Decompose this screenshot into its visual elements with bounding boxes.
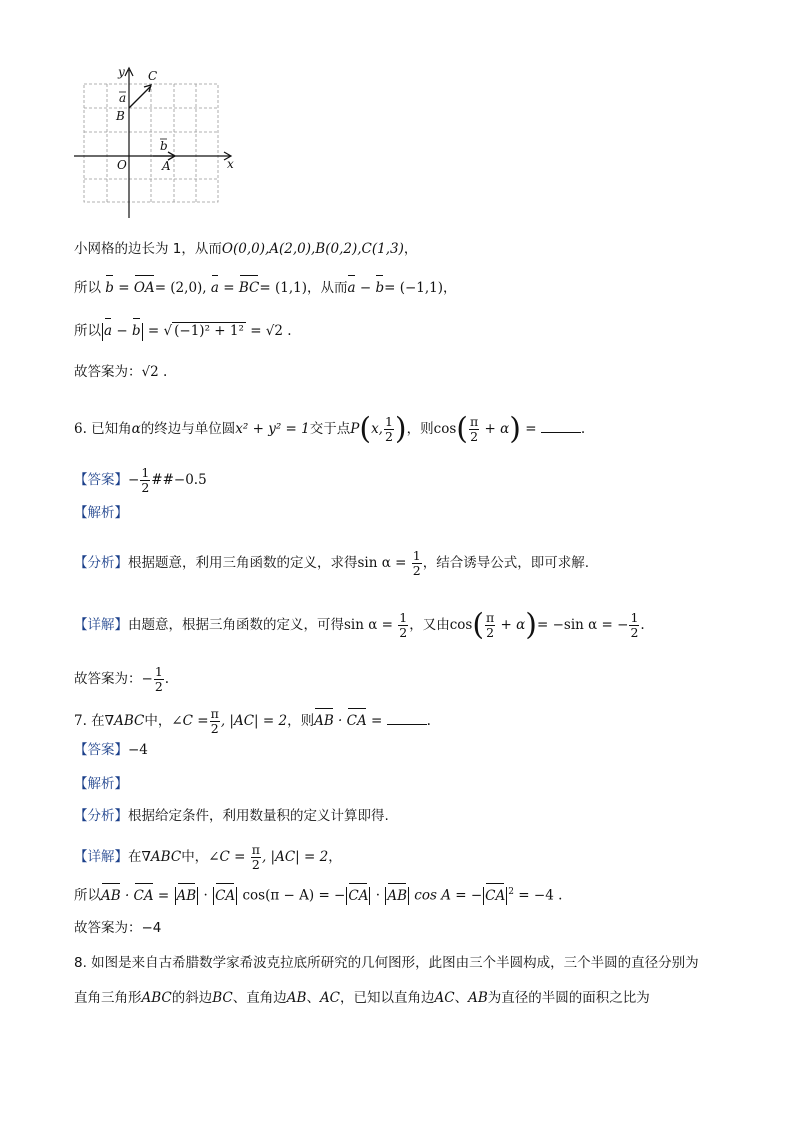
- sol5-line-3: 所以 a − b = √ (−1)² + 1² = √2 .: [74, 323, 292, 339]
- q7-detail: 【详解】在∇ABC中，∠C = $\frac{\pi}{2}$ , |AC| = 2，: [74, 842, 342, 872]
- answer-blank: [541, 420, 581, 433]
- point-b-label: B: [116, 109, 125, 123]
- q7-answer: 【答案】−4: [74, 742, 148, 758]
- grid-lines: [84, 84, 218, 202]
- q6-final: 故答案为：− $\frac{1}{2}$ .: [74, 664, 170, 694]
- sol5-line-2: 所以 b = OA= (2,0), a = BC= (1,1)，从而a − b= (−1,1)，: [74, 280, 457, 296]
- q6-detail: 【详解】由题意，根据三角函数的定义，可得sin α = $\frac{1}{2}$ ，又由cos( $\frac{\pi}{2}$ + α)= −sin α = − $\frac{1}{2}$ .: [74, 607, 645, 643]
- vector-a-label: a: [119, 91, 127, 105]
- question-7: 7. 在∇ABC中，∠C = $\frac{\pi}{2}$ , |AC| = 2，则AB · CA = .: [74, 706, 431, 736]
- q6-analysis-tag: 【解析】: [74, 505, 128, 521]
- point-a-label: A: [162, 159, 171, 173]
- axis-y-label: y: [118, 65, 125, 79]
- q7-analysis-tag: 【解析】: [74, 776, 128, 792]
- axis-x-label: x: [227, 157, 234, 171]
- q7-fenxi: 【分析】根据给定条件，利用数量积的定义计算即得.: [74, 808, 389, 824]
- q7-final: 故答案为：−4: [74, 920, 162, 936]
- axes: [74, 68, 231, 218]
- sol5-line-1: 小网格的边长为 1，从而O(0,0),A(2,0),B(0,2),C(1,3)，: [74, 241, 418, 257]
- point-c-label: C: [148, 69, 158, 83]
- vector-a: [129, 85, 151, 108]
- coordinate-grid-figure: [70, 62, 245, 222]
- question-8-line-2: 直角三角形ABC的斜边BC、直角边AB、AC，已知以直角边AC、AB为直径的半圆的面积之比为: [74, 990, 650, 1006]
- point-o-label: O: [117, 158, 127, 172]
- q6-answer: 【答案】− $\frac{1}{2}$ ##−0.5: [74, 465, 207, 495]
- q6-fenxi: 【分析】根据题意，利用三角函数的定义，求得sin α = $\frac{1}{2}$ ，结合诱导公式，即可求解.: [74, 548, 589, 578]
- vector-b-label: b: [160, 139, 168, 153]
- sol5-final: 故答案为：√2 .: [74, 364, 168, 380]
- q7-derivation: 所以AB · CA = AB · CA cos(π − A) = − CA · AB cos A = − CA $^2$ = −4 .: [74, 887, 563, 904]
- answer-blank-7: [387, 712, 427, 725]
- question-8-line-1: 8. 如图是来自古希腊数学家希波克拉底所研究的几何图形，此图由三个半圆构成，三个半圆的直径分别为: [74, 955, 699, 971]
- question-6: 6. 已知角α的终边与单位圆x² + y² = 1交于点P(x, $\frac{1}{2}$ )，则cos( $\frac{\pi}{2}$ + α) = .: [74, 411, 586, 447]
